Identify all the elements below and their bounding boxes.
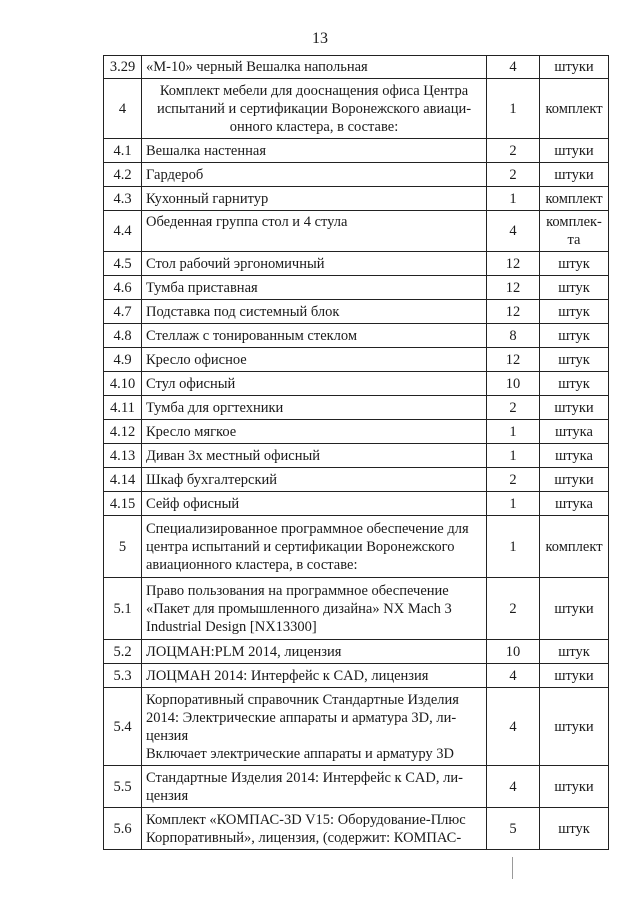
- table-row: [104, 348, 609, 372]
- table-row: [104, 808, 609, 850]
- item-quantity: 2: [487, 163, 540, 187]
- row-number: 4.14: [104, 468, 142, 492]
- item-name: Стул офисный: [142, 372, 487, 396]
- item-quantity: 1: [487, 516, 540, 578]
- item-unit: штук: [540, 372, 609, 396]
- item-unit: штук: [540, 324, 609, 348]
- item-name-main: Корпоративный справочник Стандартные Изделия 2014: Электрические аппараты и арматура 3D, ли-цензия: [146, 691, 459, 744]
- table-row: [104, 396, 609, 420]
- row-number: 4.12: [104, 420, 142, 444]
- item-name: Право пользования на программное обеспечение «Пакет для промышленного дизайна» NX Mach 3 Industrial Design [NX13300]: [142, 578, 487, 640]
- specification-table: [103, 55, 609, 850]
- item-name: ЛОЦМАН 2014: Интерфейс к CAD, лицензия: [142, 664, 487, 688]
- row-number: 4.15: [104, 492, 142, 516]
- item-name: Диван 3х местный офисный: [142, 444, 487, 468]
- row-number: 5.2: [104, 640, 142, 664]
- item-quantity: 8: [487, 324, 540, 348]
- item-name: Стеллаж с тонированным стеклом: [142, 324, 487, 348]
- table-row: [104, 56, 609, 79]
- row-number: 4.3: [104, 187, 142, 211]
- table-row: [104, 688, 609, 766]
- table-row: [104, 444, 609, 468]
- item-unit: штук: [540, 300, 609, 324]
- item-unit: штука: [540, 492, 609, 516]
- row-number: 4.13: [104, 444, 142, 468]
- item-quantity: 1: [487, 492, 540, 516]
- table-row: [104, 492, 609, 516]
- item-name: Стандартные Изделия 2014: Интерфейс к CAD, ли-цензия: [142, 766, 487, 808]
- row-number: 5.3: [104, 664, 142, 688]
- table-row: [104, 664, 609, 688]
- item-unit: комплект: [540, 516, 609, 578]
- item-quantity: 12: [487, 276, 540, 300]
- item-unit: штук: [540, 808, 609, 850]
- item-name: Подставка под системный блок: [142, 300, 487, 324]
- item-quantity: 4: [487, 766, 540, 808]
- row-number: 4.5: [104, 252, 142, 276]
- item-quantity: 1: [487, 444, 540, 468]
- table-row: [104, 516, 609, 578]
- table-row: [104, 79, 609, 139]
- item-quantity: 10: [487, 640, 540, 664]
- item-name: Обеденная группа стол и 4 стула: [142, 211, 487, 252]
- item-quantity: 12: [487, 348, 540, 372]
- table-row: [104, 211, 609, 252]
- page-number: 13: [312, 30, 328, 47]
- item-quantity: 12: [487, 300, 540, 324]
- item-quantity: 2: [487, 578, 540, 640]
- item-quantity: 5: [487, 808, 540, 850]
- row-number: 5.5: [104, 766, 142, 808]
- scan-artifact-mark: [512, 857, 513, 879]
- row-number: 4.4: [104, 211, 142, 252]
- item-unit: штуки: [540, 139, 609, 163]
- item-unit: штук: [540, 348, 609, 372]
- item-name: [142, 688, 487, 766]
- item-unit: штук: [540, 640, 609, 664]
- table-row: [104, 163, 609, 187]
- row-number: 4.1: [104, 139, 142, 163]
- item-quantity: 4: [487, 56, 540, 79]
- table-row: [104, 139, 609, 163]
- table-row: [104, 468, 609, 492]
- table-row: [104, 640, 609, 664]
- table-row: [104, 300, 609, 324]
- item-unit: штука: [540, 420, 609, 444]
- item-name: Гардероб: [142, 163, 487, 187]
- table-row: [104, 252, 609, 276]
- table-row: [104, 324, 609, 348]
- item-quantity: 1: [487, 420, 540, 444]
- row-number: 5.1: [104, 578, 142, 640]
- item-unit: комплек-та: [540, 211, 609, 252]
- table-row: [104, 372, 609, 396]
- item-unit: штуки: [540, 578, 609, 640]
- item-unit: штуки: [540, 163, 609, 187]
- item-quantity: 2: [487, 468, 540, 492]
- item-name: Комплект мебели для дооснащения офиса Центра испытаний и сертификации Воронежского авиаци-онного кластера, в составе:: [142, 79, 487, 139]
- row-number: 4.6: [104, 276, 142, 300]
- row-number: 4.9: [104, 348, 142, 372]
- item-unit: комплект: [540, 79, 609, 139]
- item-quantity: 2: [487, 396, 540, 420]
- item-unit: комплект: [540, 187, 609, 211]
- item-unit: штук: [540, 252, 609, 276]
- item-unit: штука: [540, 444, 609, 468]
- item-unit: штуки: [540, 56, 609, 79]
- row-number: 4.2: [104, 163, 142, 187]
- table-row: [104, 187, 609, 211]
- item-name-note: Включает электрические аппараты и арматуру 3D: [146, 745, 455, 762]
- row-number: 3.29: [104, 56, 142, 79]
- item-name: Вешалка настенная: [142, 139, 487, 163]
- table-row: [104, 276, 609, 300]
- item-name: Специализированное программное обеспечение для центра испытаний и сертификации Воронежского авиационного кластера, в составе:: [142, 516, 487, 578]
- item-name: Кухонный гарнитур: [142, 187, 487, 211]
- item-quantity: 2: [487, 139, 540, 163]
- row-number: 4.8: [104, 324, 142, 348]
- item-name: ЛОЦМАН:PLM 2014, лицензия: [142, 640, 487, 664]
- item-name: Тумба приставная: [142, 276, 487, 300]
- item-name: Тумба для оргтехники: [142, 396, 487, 420]
- table-row: [104, 766, 609, 808]
- row-number: 4.7: [104, 300, 142, 324]
- table-row: [104, 420, 609, 444]
- row-number: 4.10: [104, 372, 142, 396]
- item-name: «М-10» черный Вешалка напольная: [142, 56, 487, 79]
- item-unit: штуки: [540, 766, 609, 808]
- item-unit: штуки: [540, 468, 609, 492]
- item-quantity: 1: [487, 79, 540, 139]
- item-unit: штуки: [540, 688, 609, 766]
- item-quantity: 4: [487, 664, 540, 688]
- row-number: 5: [104, 516, 142, 578]
- item-name: Комплект «КОМПАС-3D V15: Оборудование-Плюс Корпоративный», лицензия, (содержит: КОМПАС-: [142, 808, 487, 850]
- item-name: Кресло офисное: [142, 348, 487, 372]
- item-name: Стол рабочий эргономичный: [142, 252, 487, 276]
- row-number: 5.6: [104, 808, 142, 850]
- item-quantity: 1: [487, 187, 540, 211]
- item-quantity: 12: [487, 252, 540, 276]
- row-number: 5.4: [104, 688, 142, 766]
- item-unit: штуки: [540, 396, 609, 420]
- item-quantity: 10: [487, 372, 540, 396]
- item-name: Шкаф бухгалтерский: [142, 468, 487, 492]
- item-quantity: 4: [487, 211, 540, 252]
- row-number: 4.11: [104, 396, 142, 420]
- row-number: 4: [104, 79, 142, 139]
- item-unit: штук: [540, 276, 609, 300]
- item-name: Сейф офисный: [142, 492, 487, 516]
- table-row: [104, 578, 609, 640]
- item-unit: штуки: [540, 664, 609, 688]
- item-quantity: 4: [487, 688, 540, 766]
- item-name: Кресло мягкое: [142, 420, 487, 444]
